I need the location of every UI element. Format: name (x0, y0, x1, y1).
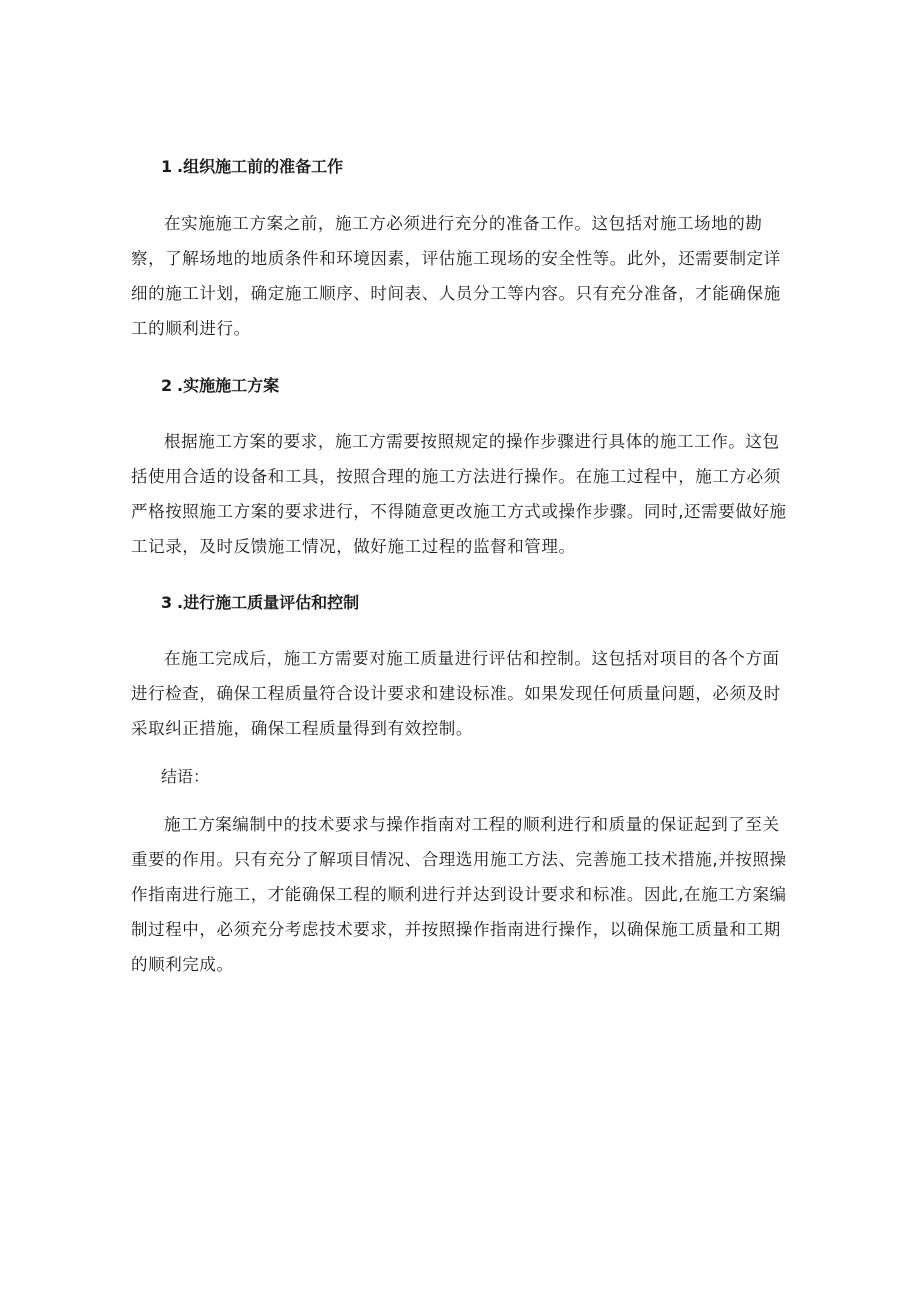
section-1-heading (161, 155, 343, 179)
section-2-number: 2 (161, 376, 173, 395)
section-1-body: 在实施施工方案之前，施工方必须进行充分的准备工作。这包括对施工场地的勘察，了解场地的地质条件和环境因素，评估施工现场的安全性等。此外，还需要制定详细的施工计划，确定施工顺序、时间表、人员分工等内容。只有充分准备，才能确保施工的顺利进行。 (131, 214, 781, 338)
section-2-title: .实施施工方案 (177, 376, 280, 395)
section-3-title: .进行施工质量评估和控制 (177, 593, 360, 612)
section-1-number: 1 (161, 157, 173, 176)
conclusion-label: 结语： (161, 767, 210, 786)
section-2-body: 根据施工方案的要求，施工方需要按照规定的操作步骤进行具体的施工工作。这包括使用合适的设备和工具，按照合理的施工方法进行操作。在施工过程中，施工方必须严格按照施工方案的要求进行，不得随意更改施工方式或操作步骤。同时,还需要做好施工记录，及时反馈施工情况，做好施工过程的监督和管理。 (131, 432, 787, 556)
section-2-heading (161, 374, 279, 398)
section-1-title: .组织施工前的准备工作 (177, 157, 344, 176)
section-3-heading (161, 591, 359, 615)
section-3-number: 3 (161, 593, 173, 612)
section-3-body: 在施工完成后，施工方需要对施工质量进行评估和控制。这包括对项目的各个方面进行检查，确保工程质量符合设计要求和建设标准。如果发现任何质量问题，必须及时采取纠正措施，确保工程质量得到有效控制。 (131, 649, 781, 738)
conclusion-body: 施工方案编制中的技术要求与操作指南对工程的顺利进行和质量的保证起到了至关重要的作用。只有充分了解项目情况、合理选用施工方法、完善施工技术措施,并按照操作指南进行施工，才能确保工程的顺利进行并达到设计要求和标准。因此,在施工方案编制过程中，必须充分考虑技术要求，并按照操作指南进行操作，以确保施工质量和工期的顺利完成。 (131, 815, 787, 974)
